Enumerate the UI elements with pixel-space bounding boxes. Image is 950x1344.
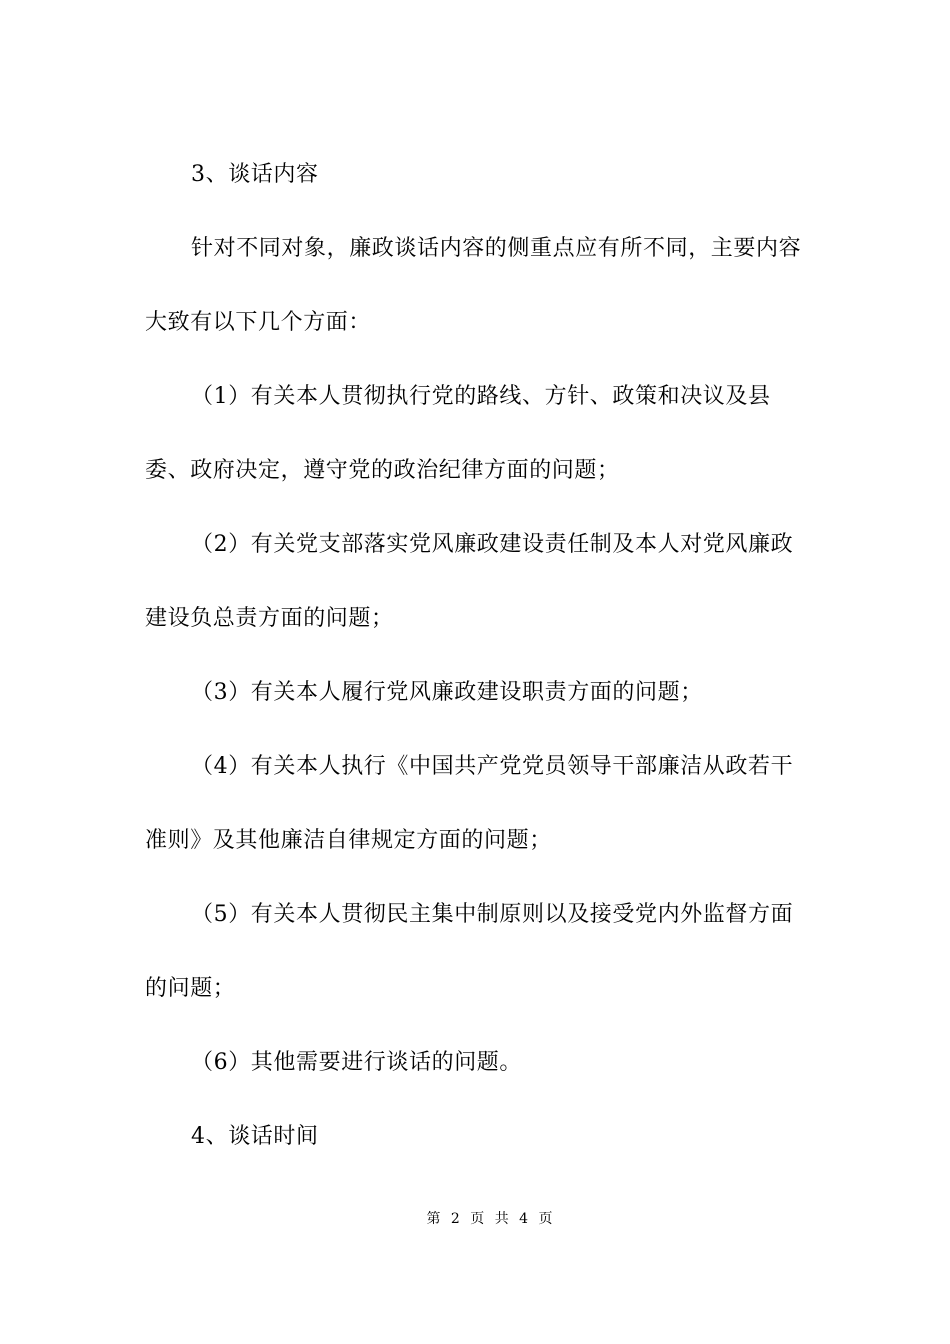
page-number-label: 第 2 页 共 4 页 xyxy=(426,1211,556,1227)
section-heading-3: 3、谈话内容 xyxy=(191,162,319,187)
list-item-1: （1）有关本人贯彻执行党的路线、方针、政策和决议及县委、政府决定，遵守党的政治纪律方面的问题； xyxy=(145,384,771,483)
document-body xyxy=(145,138,810,1174)
list-item-2: （2）有关党支部落实党风廉政建设责任制及本人对党风廉政建设负总责方面的问题； xyxy=(145,532,794,631)
page-footer xyxy=(0,1208,950,1228)
section-heading-4: 4、谈话时间 xyxy=(191,1124,319,1149)
list-item-4: （4）有关本人执行《中国共产党党员领导干部廉洁从政若干准则》及其他廉洁自律规定方面的问题； xyxy=(145,754,794,853)
intro-paragraph: 针对不同对象，廉政谈话内容的侧重点应有所不同，主要内容大致有以下几个方面： xyxy=(145,236,802,335)
list-item-6: （6）其他需要进行谈话的问题。 xyxy=(191,1050,522,1075)
list-item-3: （3）有关本人履行党风廉政建设职责方面的问题； xyxy=(191,680,703,705)
list-item-5: （5）有关本人贯彻民主集中制原则以及接受党内外监督方面的问题； xyxy=(145,902,794,1001)
